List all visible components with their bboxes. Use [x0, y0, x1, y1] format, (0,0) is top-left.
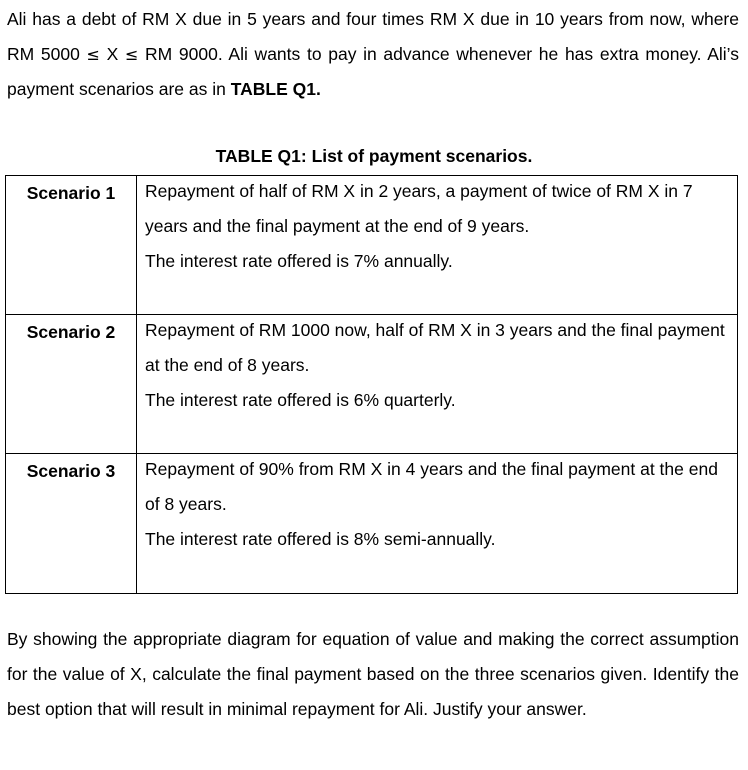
intro-text-b: X	[99, 44, 125, 64]
scenario-description	[137, 454, 738, 594]
scenario-repayment: Repayment of 90% from RM X in 4 years and the final payment at the end of 8 years.	[145, 459, 718, 514]
scenario-repayment: Repayment of RM 1000 now, half of RM X in 3 years and the final payment at the end of 8 years.	[145, 320, 725, 375]
less-equal-symbol-2: ≤	[124, 45, 139, 64]
scenario-interest: The interest rate offered is 8% semi-annually.	[145, 529, 496, 549]
scenario-description	[137, 315, 738, 454]
table-row	[6, 176, 738, 315]
intro-text-c: RM 9000. Ali wants to pay in advance whenever he has extra money. Ali’s payment scenarios are as in	[7, 44, 739, 99]
scenario-description	[137, 176, 738, 315]
scenario-name: Scenario 1	[6, 176, 137, 315]
scenario-name: Scenario 2	[6, 315, 137, 454]
table-reference: TABLE Q1.	[230, 79, 321, 99]
closing-paragraph: By showing the appropriate diagram for equation of value and making the correct assumption for the value of X, calculate the final payment based on the three scenarios given. Identify the best option that will result in minimal repayment for Ali. Justify your answer.	[7, 629, 739, 719]
less-equal-symbol: ≤	[86, 45, 100, 64]
scenario-interest: The interest rate offered is 7% annually.	[145, 251, 453, 271]
intro-text-a: Ali has a debt of RM X due in 5 years and four times RM X due in 10 years from now, where RM 5000	[7, 9, 739, 64]
scenario-name: Scenario 3	[6, 454, 137, 594]
intro-paragraph	[7, 2, 739, 107]
table-caption: TABLE Q1: List of payment scenarios.	[215, 146, 533, 166]
table-row	[6, 454, 738, 594]
table-row	[6, 315, 738, 454]
scenario-table	[5, 175, 738, 594]
scenario-interest: The interest rate offered is 6% quarterly.	[145, 390, 456, 410]
scenario-repayment: Repayment of half of RM X in 2 years, a payment of twice of RM X in 7 years and the final payment at the end of 9 years.	[145, 181, 693, 236]
